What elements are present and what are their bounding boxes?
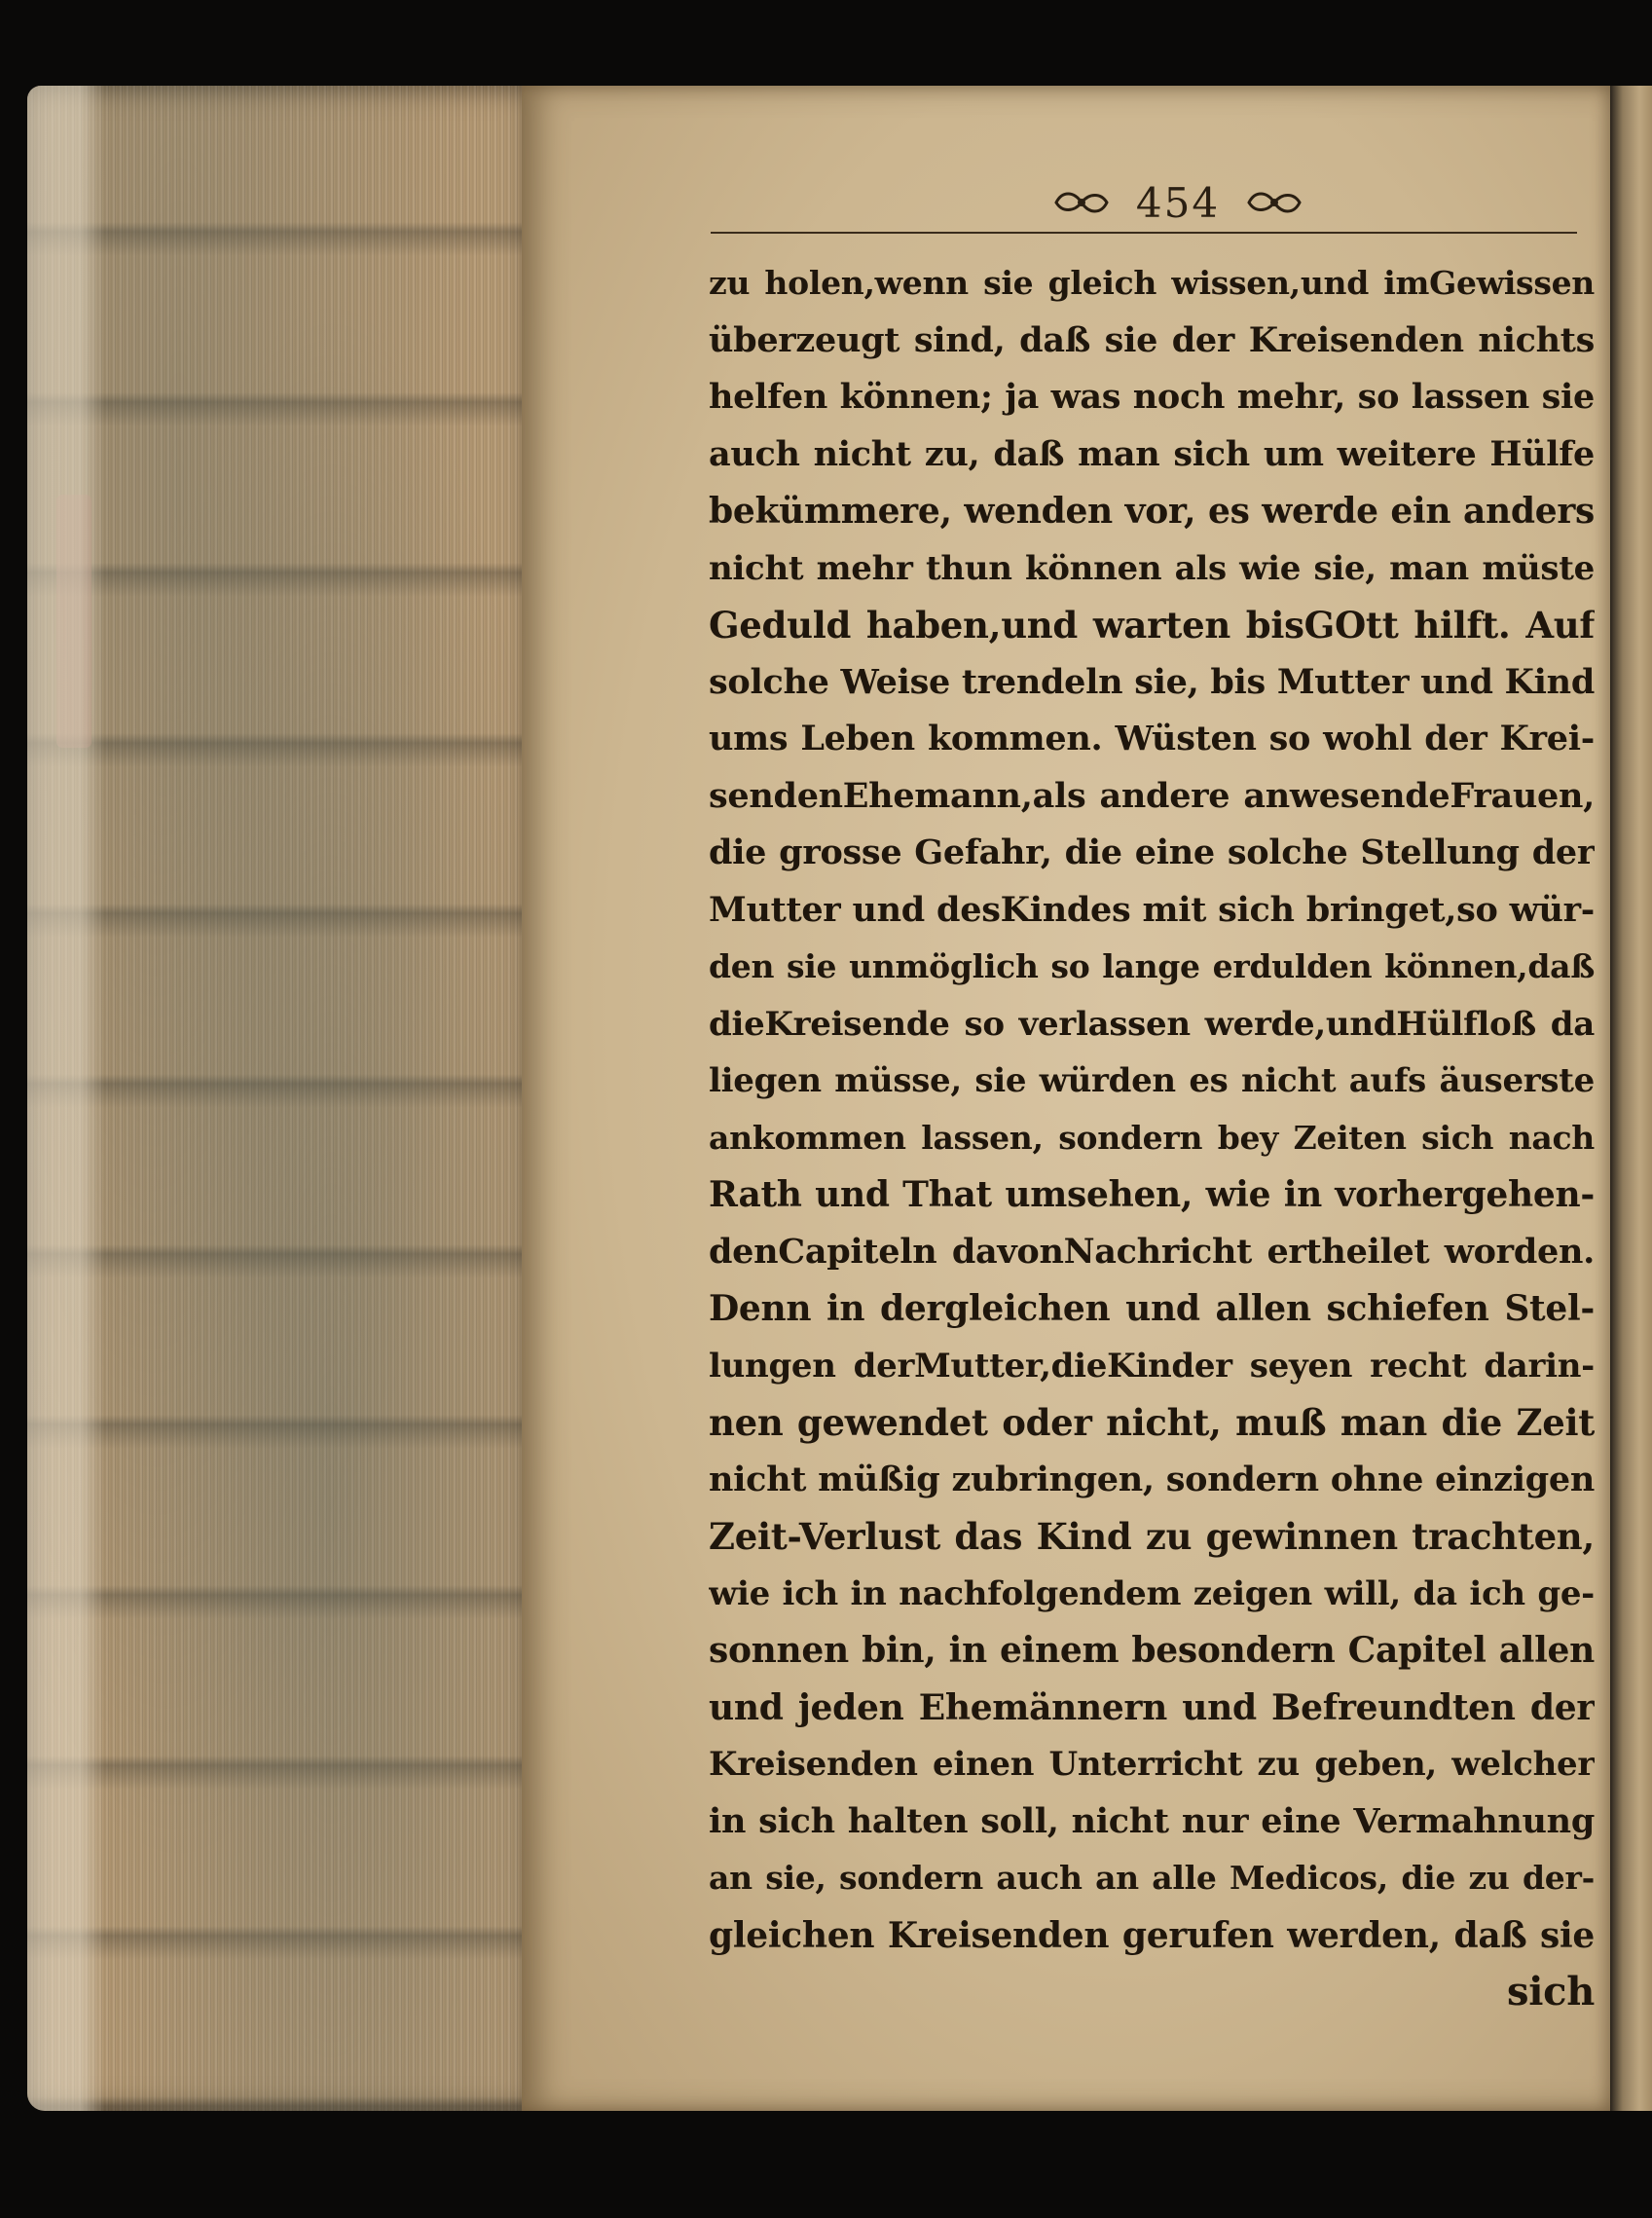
text-line: an sie, sondern auch an alle Medicos, die zu der- (709, 1859, 1595, 1897)
text-line: bekümmere, wenden vor, es werde ein anders (709, 491, 1595, 532)
text-line: Mutter und desKindes mit sich bringet,so wür- (709, 889, 1595, 930)
text-line: gleichen Kreisenden gerufen werden, daß sie (709, 1914, 1595, 1956)
book-page-edges (27, 86, 533, 2111)
text-line: ankommen lassen, sondern bey Zeiten sich nach (709, 1118, 1595, 1157)
text-line: lungen derMutter,dieKinder seyen recht darin- (709, 1346, 1595, 1386)
text-line: auch nicht zu, daß man sich um weitere Hülfe (709, 433, 1595, 474)
text-line: die grosse Gefahr, die eine solche Stellung der (709, 832, 1595, 872)
text-line: zu holen,wenn sie gleich wissen,und imGewissen (709, 264, 1595, 302)
fleuron-left-icon (1052, 188, 1111, 217)
text-line: ums Leben kommen. Wüsten so wohl der Krei- (709, 719, 1595, 758)
text-line: sendenEhemann,als andere anwesendeFrauen, (709, 775, 1595, 816)
catchword: sich (1507, 1969, 1595, 2015)
text-line: helfen können; ja was noch mehr, so lassen sie (709, 377, 1595, 417)
text-line: solche Weise trendeln sie, bis Mutter und Kind (709, 661, 1595, 702)
text-line: Zeit-Verlust das Kind zu gewinnen trachten, (709, 1515, 1595, 1558)
page-number: 454 (1135, 178, 1221, 227)
text-line: liegen müsse, sie würden es nicht aufs äuserste (709, 1061, 1595, 1100)
text-line: Kreisenden einen Unterricht zu geben, welcher (709, 1745, 1595, 1784)
text-line: sonnen bin, in einem besondern Capitel allen (709, 1630, 1595, 1671)
text-line: Denn in dergleichen und allen schiefen Stel- (709, 1288, 1595, 1329)
text-line: nicht müßig zubringen, sondern ohne einzigen (709, 1459, 1595, 1499)
adjacent-page-edge (1610, 86, 1652, 2111)
body-text (709, 255, 1595, 2021)
text-line: Geduld haben,und warten bisGOtt hilft. Auf (709, 604, 1595, 647)
text-line: wie ich in nachfolgendem zeigen will, da ich ge- (709, 1573, 1595, 1613)
spine-stain (56, 495, 92, 748)
text-line: dieKreisende so verlassen werde,undHülfloß da (709, 1004, 1595, 1044)
text-line: nen gewendet oder nicht, muß man die Zeit (709, 1401, 1595, 1444)
header-rule (711, 232, 1577, 234)
text-line: und jeden Ehemännern und Befreundten der (709, 1686, 1595, 1728)
text-line: Rath und That umsehen, wie in vorhergehen- (709, 1174, 1595, 1215)
fleuron-right-icon (1245, 188, 1303, 217)
text-line: überzeugt sind, daß sie der Kreisenden nichts (709, 319, 1595, 360)
text-line: in sich halten soll, nicht nur eine Vermahnung (709, 1800, 1595, 1841)
text-line: nicht mehr thun können als wie sie, man müste (709, 548, 1595, 588)
text-line: den sie unmöglich so lange erdulden können,daß (709, 947, 1595, 985)
running-header (1032, 175, 1324, 230)
text-line: denCapiteln davonNachricht ertheilet worden. (709, 1231, 1595, 1272)
